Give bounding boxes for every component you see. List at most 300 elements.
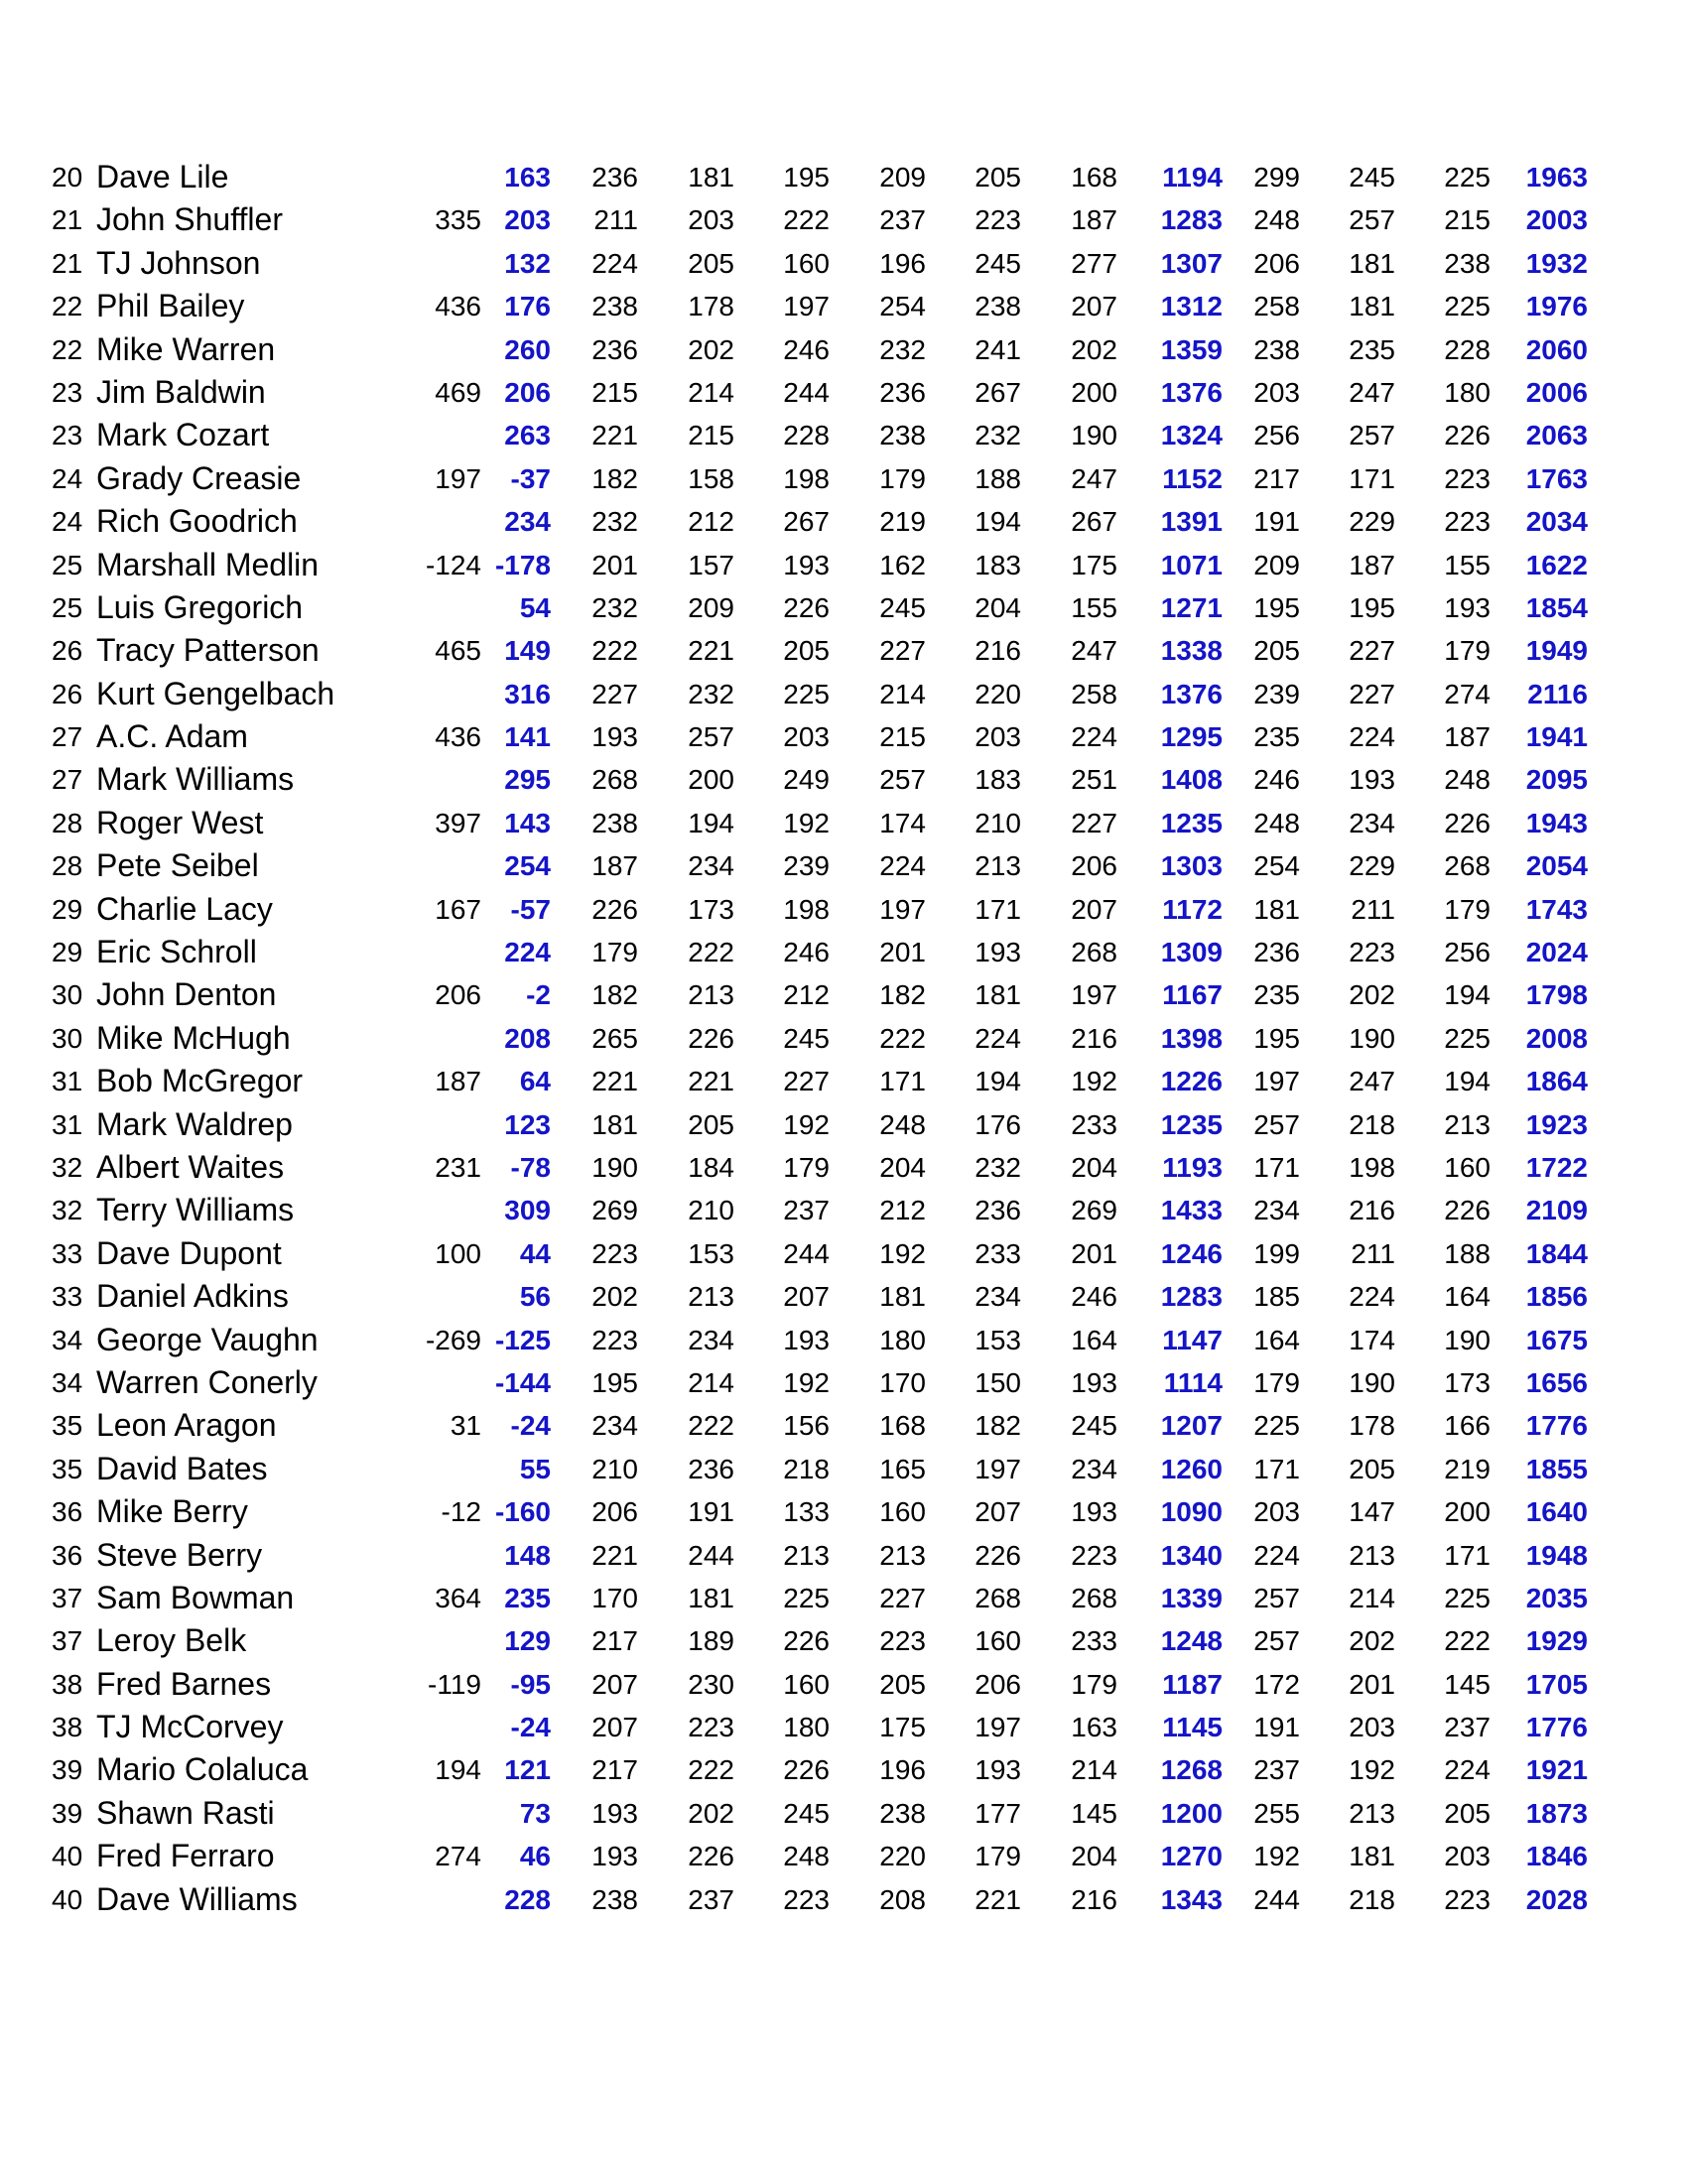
score-cell: 160 — [783, 1668, 830, 1700]
score-cell: 205 — [974, 162, 1021, 193]
score-cell: 201 — [879, 937, 926, 968]
score-cell: 190 — [1349, 1022, 1395, 1054]
score-cell: 178 — [1349, 1410, 1395, 1442]
score-cell: 221 — [688, 1066, 734, 1097]
score-cell: 200 — [1444, 1496, 1491, 1528]
score-cell: 214 — [1071, 1754, 1117, 1786]
score-cell: 188 — [974, 462, 1021, 494]
table-row — [0, 544, 1688, 586]
table-row — [0, 629, 1688, 672]
score-cell: 181 — [688, 1582, 734, 1613]
score-cell: 237 — [1444, 1712, 1491, 1743]
score-cell: 197 — [879, 893, 926, 925]
score-cell: 221 — [591, 1539, 638, 1571]
score-cell: 182 — [974, 1410, 1021, 1442]
score-cell: 204 — [1071, 1151, 1117, 1183]
total-cell: -37 — [510, 462, 551, 494]
total-cell: 55 — [519, 1453, 551, 1484]
score-cell: 257 — [1349, 420, 1395, 451]
score-cell: 202 — [1349, 979, 1395, 1011]
score-cell: 248 — [1253, 204, 1300, 236]
score-cell: 193 — [783, 549, 830, 580]
score-cell: 214 — [688, 376, 734, 408]
score-cell: 244 — [783, 1237, 830, 1269]
team-number: 25 — [52, 591, 83, 623]
score-cell: 174 — [1349, 1324, 1395, 1355]
total-cell: 1172 — [1162, 893, 1223, 925]
score-cell: 204 — [974, 591, 1021, 623]
bowler-name: Marshall Medlin — [96, 546, 320, 582]
score-cell: 227 — [783, 1066, 830, 1097]
score-cell: 225 — [1253, 1410, 1300, 1442]
table-row — [0, 715, 1688, 758]
score-cell: 227 — [879, 635, 926, 667]
score-cell: 236 — [1253, 937, 1300, 968]
score-cell: 257 — [1253, 1625, 1300, 1657]
score-cell: 180 — [1444, 376, 1491, 408]
team-number: 28 — [52, 807, 83, 838]
score-cell: 216 — [974, 635, 1021, 667]
total-cell: -160 — [494, 1496, 551, 1528]
score-cell: 155 — [1071, 591, 1117, 623]
score-cell: 225 — [1444, 291, 1491, 322]
score-cell: 222 — [688, 1754, 734, 1786]
score-cell: 181 — [974, 979, 1021, 1011]
total-cell: 176 — [504, 291, 551, 322]
score-cell: 233 — [1071, 1625, 1117, 1657]
score-cell: 244 — [688, 1539, 734, 1571]
total-cell: 1235 — [1160, 807, 1223, 838]
score-cell: 222 — [688, 937, 734, 968]
table-row — [0, 198, 1688, 241]
score-cell: 225 — [1444, 162, 1491, 193]
score-cell: 257 — [879, 764, 926, 796]
score-cell: 158 — [688, 462, 734, 494]
table-row — [0, 1060, 1688, 1102]
total-cell: 2024 — [1525, 937, 1588, 968]
score-cell: 224 — [1349, 1281, 1395, 1313]
score-cell: 181 — [591, 1108, 638, 1140]
score-cell: 211 — [1351, 893, 1395, 925]
score-cell: 245 — [879, 591, 926, 623]
score-cell: 182 — [591, 979, 638, 1011]
score-cell: 246 — [783, 333, 830, 365]
score-cell: 223 — [591, 1324, 638, 1355]
score-cell: 225 — [1444, 1582, 1491, 1613]
total-cell: 1398 — [1160, 1022, 1223, 1054]
score-cell: 179 — [783, 1151, 830, 1183]
total-cell: 254 — [504, 850, 551, 882]
score-cell: 245 — [783, 1797, 830, 1829]
bowler-name: Tracy Patterson — [96, 632, 320, 669]
score-cell: 254 — [1253, 850, 1300, 882]
score-cell: 187 — [1071, 204, 1117, 236]
score-cell: 232 — [974, 1151, 1021, 1183]
bowler-name: Charlie Lacy — [96, 890, 273, 927]
total-cell: 1408 — [1160, 764, 1223, 796]
total-cell: 1640 — [1525, 1496, 1588, 1528]
score-cell: 226 — [783, 591, 830, 623]
table-row — [0, 1663, 1688, 1706]
table-row — [0, 1319, 1688, 1361]
total-cell: 1338 — [1160, 635, 1223, 667]
score-cell: 182 — [591, 462, 638, 494]
table-row — [0, 802, 1688, 844]
score-cell: 207 — [974, 1496, 1021, 1528]
score-cell: 436 — [435, 291, 481, 322]
score-cell: 229 — [1349, 506, 1395, 538]
score-cell: 227 — [879, 1582, 926, 1613]
score-cell: 204 — [1071, 1841, 1117, 1872]
team-number: 37 — [52, 1582, 83, 1613]
total-cell: 1312 — [1160, 291, 1223, 322]
score-cell: 218 — [1349, 1883, 1395, 1915]
score-cell: 236 — [591, 162, 638, 193]
total-cell: 1391 — [1160, 506, 1223, 538]
score-cell: 193 — [1444, 591, 1491, 623]
total-cell: 56 — [519, 1281, 551, 1313]
score-cell: 212 — [688, 506, 734, 538]
table-row — [0, 1577, 1688, 1619]
score-cell: 226 — [974, 1539, 1021, 1571]
score-cell: 205 — [783, 635, 830, 667]
table-row — [0, 586, 1688, 629]
score-cell: 192 — [783, 1108, 830, 1140]
score-cell: 167 — [435, 893, 481, 925]
score-cell: 254 — [879, 291, 926, 322]
score-cell: 193 — [591, 1841, 638, 1872]
score-cell: 193 — [1071, 1366, 1117, 1398]
score-cell: 224 — [1253, 1539, 1300, 1571]
bowler-name: Mark Williams — [96, 761, 295, 798]
team-number: 30 — [52, 1022, 83, 1054]
table-row — [0, 844, 1688, 887]
table-row — [0, 1275, 1688, 1318]
total-cell: 2095 — [1525, 764, 1588, 796]
total-cell: 1303 — [1160, 850, 1223, 882]
bowler-name: Steve Berry — [96, 1536, 263, 1573]
total-cell: 1854 — [1525, 591, 1588, 623]
total-cell: 1976 — [1525, 291, 1588, 322]
score-cell: 269 — [591, 1195, 638, 1226]
score-cell: 197 — [435, 462, 481, 494]
score-cell: 224 — [1349, 721, 1395, 753]
score-cell: 213 — [688, 979, 734, 1011]
score-cell: 206 — [435, 979, 481, 1011]
table-row — [0, 1404, 1688, 1447]
score-cell: 196 — [879, 247, 926, 279]
score-cell: 236 — [688, 1453, 734, 1484]
score-cell: 217 — [1253, 462, 1300, 494]
score-cell: 222 — [879, 1022, 926, 1054]
score-cell: 196 — [879, 1754, 926, 1786]
score-cell: 223 — [879, 1625, 926, 1657]
score-cell: 204 — [879, 1151, 926, 1183]
score-cell: 225 — [1444, 1022, 1491, 1054]
total-cell: 1798 — [1525, 979, 1588, 1011]
total-cell: 1921 — [1525, 1754, 1588, 1786]
total-cell: 203 — [504, 204, 551, 236]
score-cell: 187 — [591, 850, 638, 882]
score-cell: 265 — [591, 1022, 638, 1054]
score-cell: 202 — [1071, 333, 1117, 365]
score-cell: 212 — [879, 1195, 926, 1226]
team-number: 32 — [52, 1195, 83, 1226]
score-cell: 223 — [783, 1883, 830, 1915]
bowler-name: Mark Waldrep — [96, 1105, 293, 1142]
team-number: 31 — [52, 1108, 83, 1140]
score-cell: 192 — [783, 1366, 830, 1398]
score-cell: 234 — [974, 1281, 1021, 1313]
score-cell: 145 — [1444, 1668, 1491, 1700]
score-cell: 268 — [974, 1582, 1021, 1613]
score-cell: 172 — [1253, 1668, 1300, 1700]
total-cell: 2060 — [1525, 333, 1588, 365]
score-cell: 173 — [1444, 1366, 1491, 1398]
score-cell: 203 — [1444, 1841, 1491, 1872]
total-cell: 1268 — [1160, 1754, 1223, 1786]
score-cell: 232 — [688, 678, 734, 709]
team-number: 39 — [52, 1797, 83, 1829]
team-number: 25 — [52, 549, 83, 580]
total-cell: 2034 — [1525, 506, 1588, 538]
score-cell: 197 — [974, 1453, 1021, 1484]
score-cell: 191 — [1253, 506, 1300, 538]
score-cell: 207 — [591, 1668, 638, 1700]
score-cell: 234 — [1253, 1195, 1300, 1226]
score-cell: 215 — [591, 376, 638, 408]
score-cell: 228 — [1444, 333, 1491, 365]
score-cell: 171 — [974, 893, 1021, 925]
score-cell: 213 — [1444, 1108, 1491, 1140]
team-number: 40 — [52, 1883, 83, 1915]
team-number: 26 — [52, 678, 83, 709]
total-cell: 1152 — [1162, 462, 1223, 494]
total-cell: 1776 — [1525, 1712, 1588, 1743]
score-cell: 235 — [1349, 333, 1395, 365]
total-cell: 1963 — [1525, 162, 1588, 193]
score-cell: 133 — [783, 1496, 830, 1528]
score-cell: 187 — [1444, 721, 1491, 753]
score-cell: 224 — [591, 247, 638, 279]
score-cell: 171 — [879, 1066, 926, 1097]
score-cell: 219 — [879, 506, 926, 538]
score-cell: 181 — [1349, 291, 1395, 322]
score-cell: 397 — [435, 807, 481, 838]
score-cell: 207 — [783, 1281, 830, 1313]
total-cell: 1622 — [1525, 549, 1588, 580]
table-row — [0, 758, 1688, 801]
score-cell: 203 — [1349, 1712, 1395, 1743]
score-cell: 153 — [688, 1237, 734, 1269]
bowler-name: Rich Goodrich — [96, 503, 298, 540]
score-cell: 182 — [879, 979, 926, 1011]
team-number: 31 — [52, 1066, 83, 1097]
score-cell: 221 — [591, 1066, 638, 1097]
score-cell: 247 — [1349, 376, 1395, 408]
total-cell: 1307 — [1160, 247, 1223, 279]
score-cell: 164 — [1253, 1324, 1300, 1355]
score-cell: 234 — [688, 1324, 734, 1355]
score-cell: 234 — [688, 850, 734, 882]
score-cell: 238 — [879, 420, 926, 451]
total-cell: 295 — [504, 764, 551, 796]
score-cell: 245 — [783, 1022, 830, 1054]
table-row — [0, 285, 1688, 327]
score-cell: 236 — [591, 333, 638, 365]
score-cell: 227 — [1349, 635, 1395, 667]
score-cell: 192 — [1253, 1841, 1300, 1872]
score-cell: 147 — [1349, 1496, 1395, 1528]
score-cell: 205 — [688, 247, 734, 279]
score-cell: 31 — [450, 1410, 481, 1442]
score-cell: 179 — [1071, 1668, 1117, 1700]
score-cell: 202 — [591, 1281, 638, 1313]
bowler-name: Kurt Gengelbach — [96, 675, 335, 711]
score-cell: -119 — [428, 1668, 481, 1700]
score-cell: 179 — [974, 1841, 1021, 1872]
score-cell: 239 — [783, 850, 830, 882]
bowler-name: Sam Bowman — [96, 1579, 295, 1615]
total-cell: 2008 — [1525, 1022, 1588, 1054]
total-cell: 1187 — [1162, 1668, 1223, 1700]
score-cell: 195 — [1253, 1022, 1300, 1054]
score-cell: 224 — [1071, 721, 1117, 753]
score-cell: 194 — [688, 807, 734, 838]
table-row — [0, 414, 1688, 456]
score-cell: 202 — [688, 1797, 734, 1829]
score-cell: 179 — [1444, 635, 1491, 667]
table-row — [0, 1017, 1688, 1060]
table-row — [0, 888, 1688, 931]
total-cell: -57 — [510, 893, 551, 925]
score-cell: 238 — [591, 807, 638, 838]
score-cell: 227 — [1071, 807, 1117, 838]
total-cell: 64 — [519, 1066, 551, 1097]
total-cell: 1235 — [1160, 1108, 1223, 1140]
score-cell: 335 — [435, 204, 481, 236]
score-cell: 190 — [1071, 420, 1117, 451]
score-cell: 189 — [688, 1625, 734, 1657]
score-cell: 213 — [1349, 1539, 1395, 1571]
score-cell: 181 — [1349, 247, 1395, 279]
score-cell: 233 — [974, 1237, 1021, 1269]
team-number: 21 — [52, 204, 83, 236]
score-cell: 193 — [974, 937, 1021, 968]
total-cell: 54 — [519, 591, 551, 623]
bowler-name: Fred Ferraro — [96, 1838, 275, 1874]
score-cell: 100 — [435, 1237, 481, 1269]
score-cell: 225 — [783, 1582, 830, 1613]
score-cell: 197 — [783, 291, 830, 322]
score-cell: 185 — [1253, 1281, 1300, 1313]
team-number: 36 — [52, 1496, 83, 1528]
bowler-name: John Denton — [96, 976, 277, 1013]
total-cell: 1114 — [1163, 1366, 1223, 1398]
total-cell: 1248 — [1160, 1625, 1223, 1657]
score-cell: 208 — [879, 1883, 926, 1915]
total-cell: 1656 — [1525, 1366, 1588, 1398]
score-cell: 248 — [879, 1108, 926, 1140]
bowler-name: TJ Johnson — [96, 244, 261, 281]
score-cell: 179 — [591, 937, 638, 968]
score-cell: 205 — [688, 1108, 734, 1140]
score-cell: 239 — [1253, 678, 1300, 709]
table-row — [0, 1490, 1688, 1533]
score-cell: 238 — [1253, 333, 1300, 365]
total-cell: 1846 — [1525, 1841, 1588, 1872]
score-cell: 223 — [1071, 1539, 1117, 1571]
total-cell: -2 — [526, 979, 551, 1011]
total-cell: 1932 — [1525, 247, 1588, 279]
score-cell: 212 — [783, 979, 830, 1011]
score-cell: 234 — [1349, 807, 1395, 838]
score-cell: 209 — [879, 162, 926, 193]
score-cell: 201 — [591, 549, 638, 580]
table-row — [0, 931, 1688, 973]
score-cell: 200 — [1071, 376, 1117, 408]
score-cell: 222 — [783, 204, 830, 236]
bowler-name: Roger West — [96, 804, 264, 840]
score-cell: 188 — [1444, 1237, 1491, 1269]
score-cell: 195 — [1253, 591, 1300, 623]
score-cell: 223 — [974, 204, 1021, 236]
score-cell: 210 — [591, 1453, 638, 1484]
score-cell: 247 — [1349, 1066, 1395, 1097]
score-cell: 221 — [591, 420, 638, 451]
score-cell: 205 — [879, 1668, 926, 1700]
team-number: 35 — [52, 1410, 83, 1442]
score-cell: 248 — [1444, 764, 1491, 796]
score-cell: 237 — [879, 204, 926, 236]
score-cell: 268 — [1444, 850, 1491, 882]
score-cell: 203 — [783, 721, 830, 753]
score-cell: 209 — [1253, 549, 1300, 580]
score-cell: 224 — [1444, 1754, 1491, 1786]
score-cell: 226 — [688, 1841, 734, 1872]
score-cell: 197 — [1253, 1066, 1300, 1097]
total-cell: 1324 — [1160, 420, 1223, 451]
total-cell: 132 — [504, 247, 551, 279]
score-cell: 257 — [1349, 204, 1395, 236]
bowler-name: Shawn Rasti — [96, 1794, 275, 1831]
team-number: 22 — [52, 291, 83, 322]
total-cell: 1359 — [1160, 333, 1223, 365]
total-cell: 1776 — [1525, 1410, 1588, 1442]
total-cell: 1929 — [1525, 1625, 1588, 1657]
score-cell: 257 — [1253, 1582, 1300, 1613]
score-cell: 200 — [688, 764, 734, 796]
score-cell: 206 — [1071, 850, 1117, 882]
total-cell: 2028 — [1525, 1883, 1588, 1915]
score-cell: 202 — [1349, 1625, 1395, 1657]
score-cell: 210 — [688, 1195, 734, 1226]
score-cell: 237 — [783, 1195, 830, 1226]
total-cell: 260 — [504, 333, 551, 365]
score-cell: 193 — [591, 721, 638, 753]
score-cell: 175 — [1071, 549, 1117, 580]
bowler-name: Mike McHugh — [96, 1019, 291, 1056]
score-cell: 173 — [688, 893, 734, 925]
score-cell: 267 — [783, 506, 830, 538]
bowler-name: Daniel Adkins — [96, 1278, 289, 1315]
score-cell: 225 — [783, 678, 830, 709]
score-cell: 299 — [1253, 162, 1300, 193]
score-cell: 257 — [1253, 1108, 1300, 1140]
bowler-name: Eric Schroll — [96, 934, 257, 970]
score-cell: 192 — [879, 1237, 926, 1269]
score-cell: 157 — [688, 549, 734, 580]
